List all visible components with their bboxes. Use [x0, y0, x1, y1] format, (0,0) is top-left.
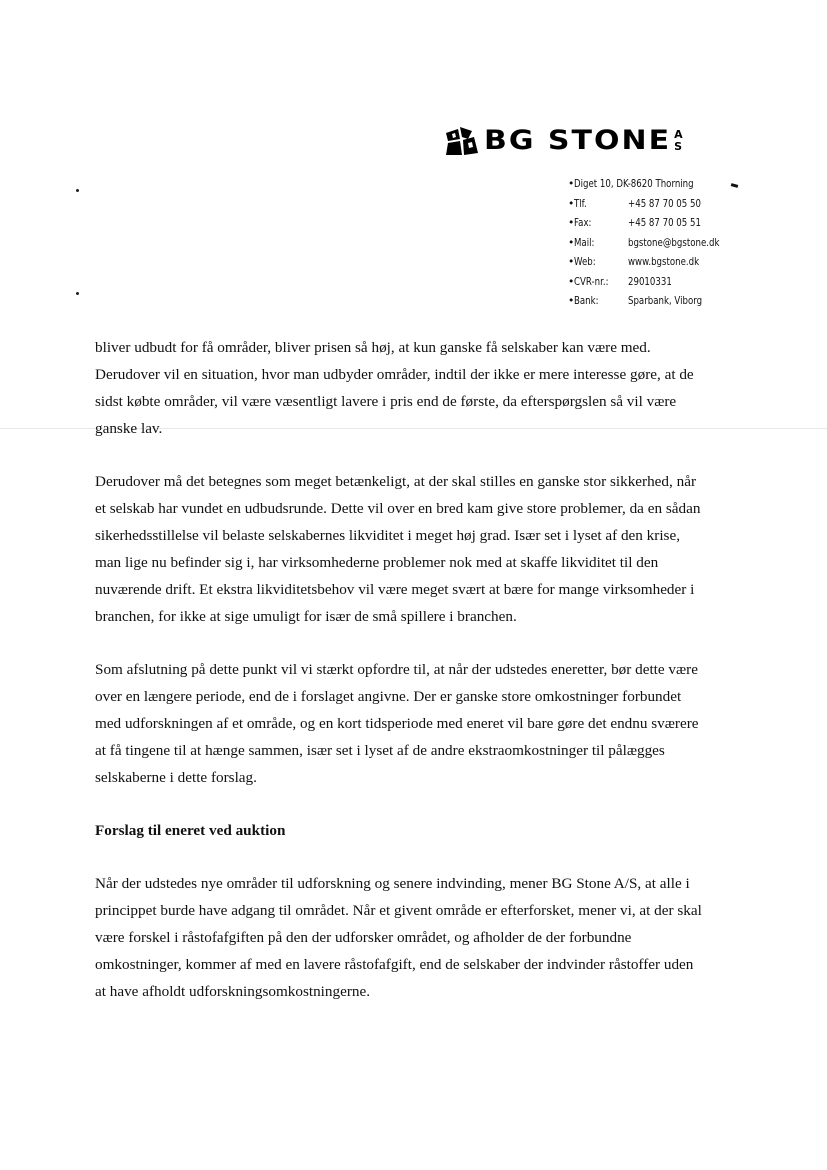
- text-line: bliver udbudt for få områder, bliver prisen så høj, at kun ganske få selskaber kan være med.: [95, 339, 651, 356]
- text-line: Derudover må det betegnes som meget betænkeligt, at der skal stilles en ganske stor sikkerhed, når: [95, 473, 697, 490]
- contact-value: +45 87 70 05 50: [628, 197, 701, 210]
- logo-suffix-top: A: [674, 128, 683, 141]
- text-line: sidst købte områder, vil være væsentligt lavere i pris end de første, da efterspørgslen så vil være: [95, 393, 677, 410]
- contact-row: [568, 195, 740, 215]
- paragraph: [95, 468, 735, 630]
- contact-row: [568, 214, 740, 234]
- bullet-icon: •: [568, 217, 575, 229]
- scan-speck: [76, 189, 79, 192]
- bullet-icon: •: [568, 197, 575, 210]
- text-line: princippet burde have adgang til området. Når et givent område er efterforsket, mener vi, at der skal: [95, 902, 702, 919]
- paragraph: [95, 870, 735, 1005]
- stone-blocks-logo-icon: [444, 125, 480, 157]
- scan-speck: [76, 292, 79, 295]
- contact-value: +45 87 70 05 51: [628, 217, 701, 229]
- contact-row: [568, 253, 740, 273]
- text-line: at få tingene til at hænge sammen, især set i lyset af de andre ekstraomkostninger til pålægges: [95, 742, 665, 759]
- company-logo: [444, 124, 728, 158]
- text-line: at have afholdt udforskningsomkostningerne.: [95, 983, 371, 1000]
- contact-row: [568, 234, 740, 254]
- logo-wordmark: BG STONE: [484, 124, 672, 157]
- bullet-icon: •: [568, 275, 575, 288]
- contact-address: Diget 10, DK-8620 Thorning: [574, 178, 694, 190]
- text-line: branchen, for ikke at sige umuligt for især de små spillere i branchen.: [95, 608, 517, 625]
- bullet-icon: •: [568, 236, 575, 249]
- contact-block: [568, 175, 740, 312]
- text-line: man lige nu befinder sig i, har virksomhederne problemer nok med at skaffe likviditet til den: [95, 554, 659, 571]
- text-line: omkostninger, kommer af med en lavere råstofafgift, end de selskaber der indvinder råstoffer uden: [95, 956, 694, 973]
- text-line: et selskab har vundet en udbudsrunde. Dette vil over en bred kam give store problemer, da en sådan: [95, 500, 701, 517]
- contact-row: [568, 292, 740, 312]
- text-line: være forskel i råstofafgiften på den der udforsker området, og afholder de der forbundne: [95, 929, 632, 946]
- bullet-icon: •: [568, 178, 575, 190]
- contact-address-row: [568, 175, 740, 195]
- contact-row: [568, 273, 740, 293]
- contact-value: www.bgstone.dk: [628, 256, 700, 268]
- contact-value: bgstone@bgstone.dk: [628, 236, 720, 249]
- contact-label: Mail:: [574, 236, 595, 249]
- contact-value: 29010331: [628, 275, 672, 288]
- text-line: Derudover vil en situation, hvor man udbyder områder, indtil der ikke er mere interesse gøre, at de: [95, 366, 694, 383]
- logo-suffix: [674, 129, 683, 153]
- paragraph: [95, 334, 735, 442]
- contact-label: Fax:: [574, 217, 592, 229]
- text-line: Som afslutning på dette punkt vil vi stærkt opfordre til, at når der udstedes eneretter, bør dette være: [95, 661, 698, 678]
- bullet-icon: •: [568, 256, 575, 268]
- text-line: selskaberne i dette forslag.: [95, 769, 257, 786]
- logo-suffix-bottom: S: [674, 140, 683, 153]
- section-heading: Forslag til eneret ved auktion: [95, 822, 286, 839]
- text-line: nuværende drift. Et ekstra likviditetsbehov vil være meget svært at bære for mange virksomheder i: [95, 581, 695, 598]
- text-line: sikerhedsstillelse vil belaste selskabernes likviditet i meget høj grad. Især set i lyset af den krise,: [95, 527, 681, 544]
- contact-value: Sparbank, Viborg: [628, 295, 703, 307]
- paragraph: [95, 656, 735, 791]
- text-line: Når der udstedes nye områder til udforskning og senere indvinding, mener BG Stone A/S, at alle i: [95, 875, 690, 892]
- bullet-icon: •: [568, 295, 575, 307]
- text-line: over en længere periode, end de i forslaget angivne. Der er ganske store omkostninger forbundet: [95, 688, 682, 705]
- text-line: med udforskningen af et område, og en kort tidsperiode med eneret vil bare gøre det endnu sværere: [95, 715, 699, 732]
- contact-label: Tlf.: [574, 197, 587, 210]
- contact-label: CVR-nr.:: [574, 275, 609, 288]
- contact-label: Bank:: [574, 295, 599, 307]
- text-line: ganske lav.: [95, 420, 163, 437]
- letter-body: [95, 334, 735, 1005]
- contact-label: Web:: [574, 256, 596, 268]
